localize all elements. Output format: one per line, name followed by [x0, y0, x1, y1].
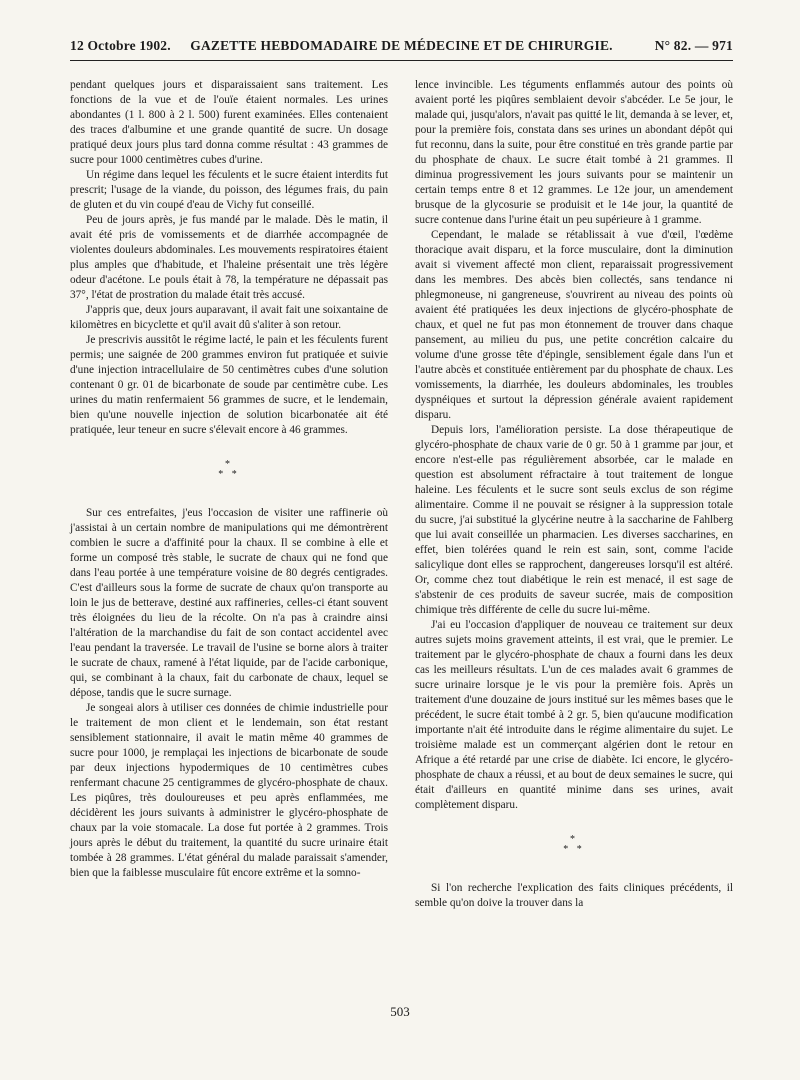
running-header: [70, 38, 733, 60]
paragraph: Je songeai alors à utiliser ces données de chimie industrielle pour le traitement de mon client et le lendemain, son état restant sensiblement stationnaire, il avait le matin même 40 grammes de sucre pour 1000, je remplaçai les injections de bicarbonate de soude par deux injections hypodermiques de 10 centimètres cubes renfermant chacune 25 centigrammes de glycéro-phosphate de chaux. Les piqûres, très douloureuses et peu après enflammées, me décidèrent les jours suivants à administrer le glycéro-phosphate de chaux par la voie stomacale. La dose fut portée à 2 grammes. Trois jours après le début du traitement, la quantité du sucre urinaire était tombée à 28 grammes. L'état général du malade paraissait s'amender, bien que la faiblesse musculaire fût encore extrême et la somno-: [70, 702, 388, 879]
paragraph: lence invincible. Les téguments enflammés autour des points où avaient porté les piqûres semblaient devoir s'abcéder. Le 5e jour, le malade qui, jusqu'alors, n'avait pas quitté le lit, demanda à se lever, et, pour la première fois, constata dans ses urines un abondant dépôt qui fut reconnu, dans la suite, pour être constitué en très grande partie par du phosphate de chaux. Le sucre était tombé à 21 grammes. Il diminua progressivement les jours suivants pour se maintenir un certain temps entre 8 et 12 grammes. Le 12e jour, un amendement brusque de la glycosurie se produisit et le 14e jour, la quantité de sucre contenue dans l'urine était un peu supérieure à 1 gramme.: [415, 79, 733, 226]
header-rule: [70, 60, 733, 61]
paragraph: J'ai eu l'occasion d'appliquer de nouveau ce traitement sur deux autres sujets moins gravement atteints, il est vrai, que le premier. Le traitement par le glycéro-phosphate de chaux a fourni dans les deux cas les meilleurs résultats. L'un de ces malades avait 6 grammes de sucre urinaire lorsque je le vis pour la première fois. Après un traitement d'une douzaine de jours institué sur les mêmes bases que le précédent, le sucre était tombé à 2 gr. 5, bien qu'aucune modification importante n'ait été introduite dans le régime alimentaire du sujet. Le troisième malade est un commerçant algérien dont le retour en Afrique a été retardé par une crise de diabète. Ici encore, le glycéro-phosphate de chaux a réussi, et au bout de deux semaines le sucre, qui était d'ailleurs en quantité minime dans ses urines, avait complètement disparu.: [415, 619, 733, 811]
header-date: 12 Octobre 1902.: [70, 38, 171, 53]
section-separator-asterism: * * *: [563, 834, 585, 855]
paragraph: Peu de jours après, je fus mandé par le malade. Dès le matin, il avait été pris de vomissements et de diarrhée accompagnée de violentes douleurs abdominales. Les mouvements respiratoires étaient plus amples que d'habitude, et l'haleine présentait une très légère odeur d'acétone. Le pouls était à 78, la température ne dépassait pas 37°, l'état de prostration du malade était très accusé.: [70, 214, 388, 301]
left-column: [70, 78, 388, 881]
header-issue-page: N° 82. — 971: [654, 38, 733, 53]
paragraph: J'appris que, deux jours auparavant, il avait fait une soixantaine de kilomètres en bicyclette et qu'il avait dû s'aliter à son retour.: [70, 304, 388, 331]
paragraph: Un régime dans lequel les féculents et le sucre étaient interdits fut prescrit; l'usage de la viande, du poisson, des légumes frais, du pain de gluten et du vin coupé d'eau de Vichy fut conseillé.: [70, 169, 388, 211]
page-number: 503: [390, 1004, 410, 1019]
paragraph: Sur ces entrefaites, j'eus l'occasion de visiter une raffinerie où j'assistai à un certain nombre de manipulations qui me démontrèrent combien le sucre a d'affinité pour la chaux. Il se combine à elle et forme un composé très stable, le sucrate de chaux qui ne fond que dans l'eau portée à une température voisine de 80 degrés centigrades. C'est d'ailleurs sous la forme de sucrate de chaux qu'on transporte au loin le jus de betterave, destiné aux raffineries, celles-ci étant souvent très éloignées du lieu de la récolte. On n'a pas à craindre ainsi l'altération de la marchandise du fait de son contact accidentel avec l'eau pendant la traversée. Le travail de l'usine se borne alors à traiter le sucrate de chaux, ramené à l'état liquide, par de l'acide carbonique, qui, se combinant à la chaux, fait du carbonate de chaux, lequel se dépose, tandis que le sucre surnage.: [70, 507, 388, 699]
paragraph: Si l'on recherche l'explication des faits cliniques précédents, il semble qu'on doive la trouver dans la: [415, 882, 733, 909]
paragraph: pendant quelques jours et disparaissaient sans traitement. Les fonctions de la vue et de l'ouïe étaient normales. Les urines abondantes (1 l. 800 à 2 l. 500) furent examinées. Elles contenaient des traces d'albumine et une grande quantité de sucre. Un dosage pratiqué deux jours plus tard donna comme résultat : 43 grammes de sucre pour 1000 centimètres cubes d'urine.: [70, 79, 388, 166]
paragraph: Depuis lors, l'amélioration persiste. La dose thérapeutique de glycéro-phosphate de chaux varie de 0 gr. 50 à 1 gramme par jour, et encore n'est-elle pas régulièrement absorbée, car le malade en question est absolument réfractaire à tout traitement de longue haleine. Les féculents et le sucre sont seuls exclus de son régime alimentaire. Comme il ne pouvait se résigner à la suppression totale du sucre, j'ai substitué la glycérine neutre à la saccharine de Fahlberg que lui avait conseillée un pharmacien. Les diverses saccharines, en effet, bien tolérées quand le rein est sain, sont, comme l'acide salicylique dont elles se rapprochent, dangereuses lorsqu'il est altéré. Or, comme chez tout diabétique le rein est menacé, il est sage de s'abstenir de ces produits de saveur sucrée, mais de composition chimique très différente de celle du sucre lui-même.: [415, 424, 733, 616]
paragraph: Je prescrivis aussitôt le régime lacté, le pain et les féculents furent permis; une saignée de 200 grammes environ fut pratiquée et suivie d'une injection intracellulaire de 50 centimètres cubes d'une solution contenant 0 gr. 01 de bicarbonate de soude par centimètre cube. Les urines du matin renfermaient 56 grammes de sucre, et le lendemain, bien qu'une nouvelle injection de solution bicarbonatée ait été pratiquée, leur teneur en sucre s'élevait encore à 46 grammes.: [70, 334, 388, 436]
right-column: [415, 78, 733, 911]
section-separator-asterism: * * *: [218, 459, 240, 480]
header-journal-title: GAZETTE HEBDOMADAIRE DE MÉDECINE ET DE CHIRURGIE.: [190, 38, 613, 53]
paragraph: Cependant, le malade se rétablissait à vue d'œil, l'œdème thoracique avait disparu, et la force musculaire, dont la diminution avait si vivement affecté mon client, reparaissait progressivement dans les membres. Des abcès bien collectés, sans tendance ni phlegmoneuse, ni gangreneuse, s'ouvrirent au niveau des points où avaient été pratiquées les deux injections de glycéro-phosphate de chaux, et quel ne fut pas mon étonnement de trouver dans chaque pansement, au milieu du pus, une petite concrétion calcaire du volume d'une grosse tête d'épingle, sensiblement égale dans l'un et l'autre abcès et constituée entièrement par du phosphate de chaux. Les vomissements, la diarrhée, les douleurs abdominales, les troubles dyspnéiques et surtout la dépression générale avaient rapidement disparu.: [415, 229, 733, 421]
